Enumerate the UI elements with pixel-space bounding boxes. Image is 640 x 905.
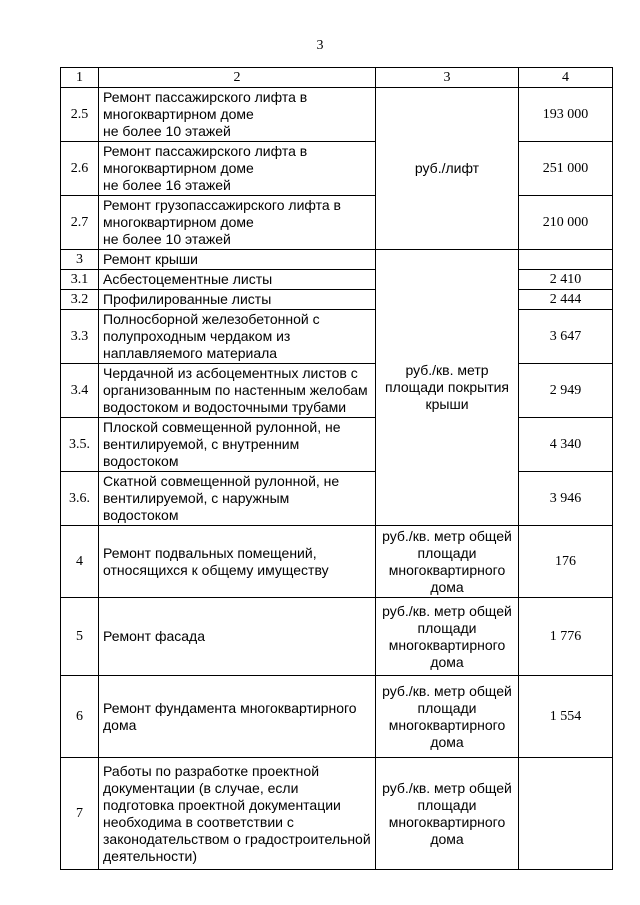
table-row [61, 250, 613, 270]
unit-cell: руб./кв. метр общей площади многоквартирного дома [376, 676, 519, 758]
table-row [61, 758, 613, 870]
price-cell: 3 647 [519, 310, 613, 364]
table-row [61, 364, 613, 418]
table-row [61, 418, 613, 472]
table-row [61, 290, 613, 310]
row-number: 3 [61, 250, 99, 270]
table-row [61, 598, 613, 676]
page-number: 3 [316, 38, 324, 53]
table-row [61, 676, 613, 758]
row-number: 3.1 [61, 270, 99, 290]
row-number: 3.4 [61, 364, 99, 418]
row-number: 5 [61, 598, 99, 676]
table-row [61, 472, 613, 526]
work-name: Скатной совмещенной рулонной, не вентилируемой, с наружным водостоком [99, 472, 376, 526]
price-cell: 1 776 [519, 598, 613, 676]
work-name: Полносборной железобетонной с полупроходным чердаком из наплавляемого материала [99, 310, 376, 364]
price-cell: 2 949 [519, 364, 613, 418]
work-name: Ремонт крыши [99, 250, 376, 270]
work-name: Ремонт пассажирского лифта в многоквартирном доме не более 10 этажей [99, 88, 376, 142]
price-cell: 193 000 [519, 88, 613, 142]
unit-cell: руб./лифт [376, 88, 519, 250]
unit-cell: руб./кв. метр площади покрытия крыши [376, 250, 519, 526]
price-cell: 251 000 [519, 142, 613, 196]
price-cell: 2 444 [519, 290, 613, 310]
table-row [61, 88, 613, 142]
table-row [61, 310, 613, 364]
row-number: 4 [61, 526, 99, 598]
price-cell: 1 554 [519, 676, 613, 758]
header-col-4: 4 [519, 68, 613, 88]
price-cell: 3 946 [519, 472, 613, 526]
row-number: 3.6. [61, 472, 99, 526]
table-row [61, 196, 613, 250]
table-row [61, 526, 613, 598]
row-number: 6 [61, 676, 99, 758]
price-cell: 4 340 [519, 418, 613, 472]
unit-cell: руб./кв. метр общей площади многоквартирного дома [376, 758, 519, 870]
row-number: 3.2 [61, 290, 99, 310]
row-number: 2.7 [61, 196, 99, 250]
row-number: 2.5 [61, 88, 99, 142]
row-number: 2.6 [61, 142, 99, 196]
header-col-2: 2 [99, 68, 376, 88]
work-name: Работы по разработке проектной документации (в случае, если подготовка проектной документации необходима в соответствии с законодательством о градостроительной деятельности) [99, 758, 376, 870]
price-cell [519, 250, 613, 270]
row-number: 3.5. [61, 418, 99, 472]
price-cell [519, 758, 613, 870]
row-number: 7 [61, 758, 99, 870]
table-row [61, 270, 613, 290]
price-cell: 210 000 [519, 196, 613, 250]
work-name: Ремонт фундамента многоквартирного дома [99, 676, 376, 758]
work-name: Ремонт подвальных помещений, относящихся к общему имуществу [99, 526, 376, 598]
work-name: Профилированные листы [99, 290, 376, 310]
row-number: 3.3 [61, 310, 99, 364]
table-row [61, 142, 613, 196]
header-col-3: 3 [376, 68, 519, 88]
work-name: Ремонт фасада [99, 598, 376, 676]
unit-cell: руб./кв. метр общей площади многоквартирного дома [376, 526, 519, 598]
price-cell: 176 [519, 526, 613, 598]
price-cell: 2 410 [519, 270, 613, 290]
work-name: Ремонт пассажирского лифта в многоквартирном доме не более 16 этажей [99, 142, 376, 196]
work-name: Асбестоцементные листы [99, 270, 376, 290]
table-header-row [61, 68, 613, 88]
header-col-1: 1 [61, 68, 99, 88]
work-name: Ремонт грузопассажирского лифта в многоквартирном доме не более 10 этажей [99, 196, 376, 250]
work-name: Чердачной из асбоцементных листов с организованным по настенным желобам водостоком и водосточными трубами [99, 364, 376, 418]
unit-cell: руб./кв. метр общей площади многоквартирного дома [376, 598, 519, 676]
rates-table [60, 67, 613, 870]
work-name: Плоской совмещенной рулонной, не вентилируемой, с внутренним водостоком [99, 418, 376, 472]
